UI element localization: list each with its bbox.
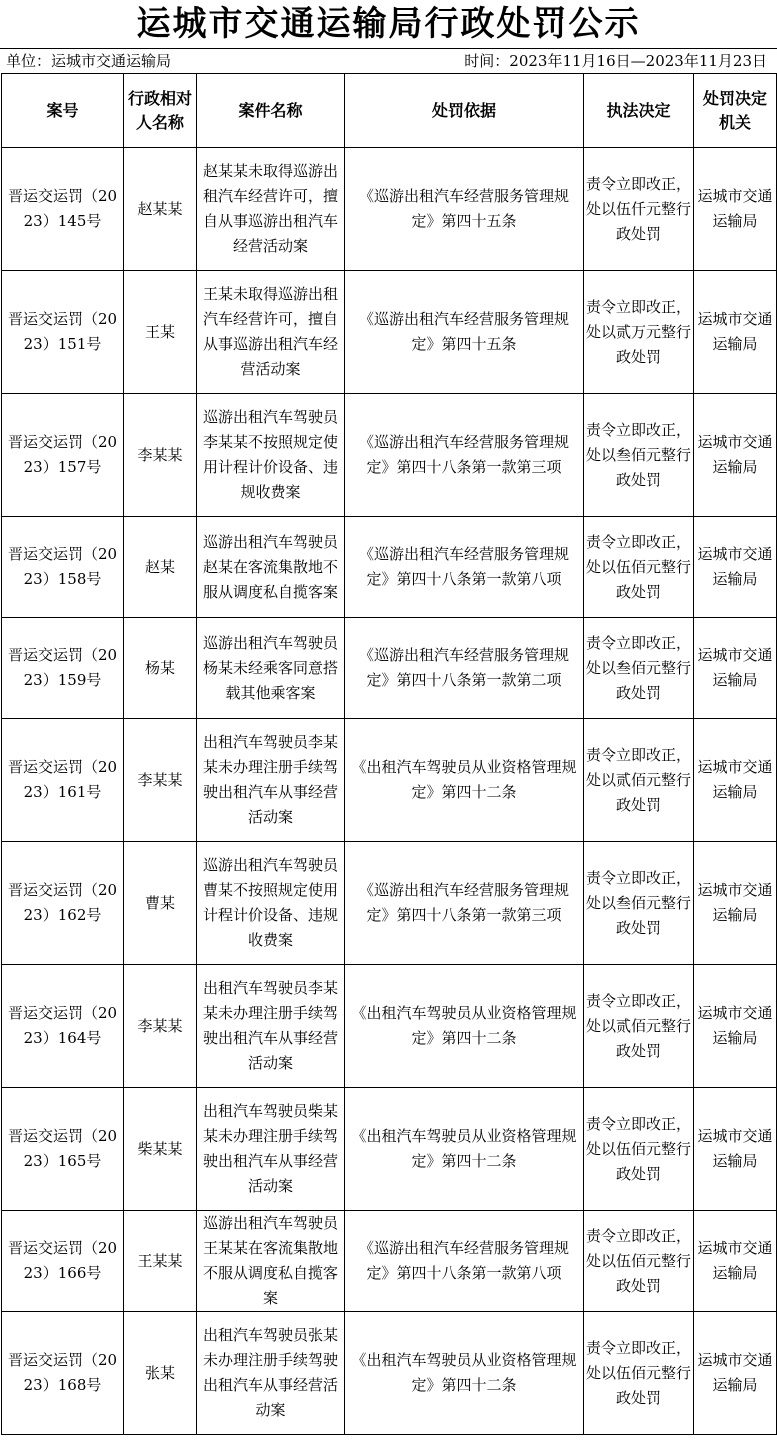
- case-no-cell: 晋运交运罚（2023）165号: [2, 1088, 124, 1211]
- table-row: [2, 618, 777, 719]
- decision-cell: 责令立即改正，处以伍佰元整行政处罚: [584, 517, 694, 618]
- header-party: 行政相对人名称: [124, 74, 197, 148]
- penalty-table: [1, 73, 777, 1435]
- table-header-row: [2, 74, 777, 148]
- party-cell: 赵某某: [124, 148, 197, 271]
- header-basis: 处罚依据: [345, 74, 584, 148]
- basis-cell: 《巡游出租汽车经营服务管理规定》第四十八条第一款第二项: [345, 618, 584, 719]
- case-no-cell: 晋运交运罚（2023）162号: [2, 842, 124, 965]
- table-row: [2, 965, 777, 1088]
- case-no-cell: 晋运交运罚（2023）159号: [2, 618, 124, 719]
- header-case-no: 案号: [2, 74, 124, 148]
- party-cell: 曹某: [124, 842, 197, 965]
- basis-cell: 《巡游出租汽车经营服务管理规定》第四十八条第一款第八项: [345, 517, 584, 618]
- case-no-cell: 晋运交运罚（2023）161号: [2, 719, 124, 842]
- basis-cell: 《巡游出租汽车经营服务管理规定》第四十八条第一款第三项: [345, 842, 584, 965]
- case-no-cell: 晋运交运罚（2023）158号: [2, 517, 124, 618]
- case-name-cell: 巡游出租汽车驾驶员杨某未经乘客同意搭载其他乘客案: [197, 618, 345, 719]
- decision-cell: 责令立即改正，处以贰佰元整行政处罚: [584, 965, 694, 1088]
- authority-cell: 运城市交通运输局: [694, 842, 777, 965]
- basis-cell: 《出租汽车驾驶员从业资格管理规定》第四十二条: [345, 719, 584, 842]
- table-row: [2, 842, 777, 965]
- table-row: [2, 148, 777, 271]
- table-row: [2, 517, 777, 618]
- case-no-cell: 晋运交运罚（2023）157号: [2, 394, 124, 517]
- party-cell: 柴某某: [124, 1088, 197, 1211]
- case-name-cell: 赵某某未取得巡游出租汽车经营许可，擅自从事巡游出租汽车经营活动案: [197, 148, 345, 271]
- basis-cell: 《巡游出租汽车经营服务管理规定》第四十八条第一款第三项: [345, 394, 584, 517]
- decision-cell: 责令立即改正，处以伍佰元整行政处罚: [584, 1312, 694, 1435]
- basis-cell: 《巡游出租汽车经营服务管理规定》第四十五条: [345, 148, 584, 271]
- authority-cell: 运城市交通运输局: [694, 394, 777, 517]
- case-name-cell: 巡游出租汽车驾驶员王某某在客流集散地不服从调度私自揽客案: [197, 1211, 345, 1312]
- header-decision: 执法决定: [584, 74, 694, 148]
- decision-cell: 责令立即改正，处以贰万元整行政处罚: [584, 271, 694, 394]
- period-label: 时间：2023年11月16日—2023年11月23日: [464, 52, 767, 70]
- case-name-cell: 巡游出租汽车驾驶员曹某不按照规定使用计程计价设备、违规收费案: [197, 842, 345, 965]
- case-name-cell: 出租汽车驾驶员李某某未办理注册手续驾驶出租汽车从事经营活动案: [197, 719, 345, 842]
- header-authority: 处罚决定机关: [694, 74, 777, 148]
- table-row: [2, 271, 777, 394]
- table-row: [2, 1312, 777, 1435]
- authority-cell: 运城市交通运输局: [694, 148, 777, 271]
- decision-cell: 责令立即改正，处以伍佰元整行政处罚: [584, 1211, 694, 1312]
- table-row: [2, 1211, 777, 1312]
- authority-cell: 运城市交通运输局: [694, 1312, 777, 1435]
- document-title: 运城市交通运输局行政处罚公示: [136, 4, 641, 44]
- meta-bar: [0, 48, 777, 73]
- authority-cell: 运城市交通运输局: [694, 965, 777, 1088]
- authority-cell: 运城市交通运输局: [694, 1211, 777, 1312]
- party-cell: 李某某: [124, 394, 197, 517]
- case-name-cell: 巡游出租汽车驾驶员赵某在客流集散地不服从调度私自揽客案: [197, 517, 345, 618]
- decision-cell: 责令立即改正，处以叁佰元整行政处罚: [584, 394, 694, 517]
- party-cell: 赵某: [124, 517, 197, 618]
- authority-cell: 运城市交通运输局: [694, 719, 777, 842]
- decision-cell: 责令立即改正，处以伍仟元整行政处罚: [584, 148, 694, 271]
- decision-cell: 责令立即改正，处以叁佰元整行政处罚: [584, 618, 694, 719]
- case-no-cell: 晋运交运罚（2023）168号: [2, 1312, 124, 1435]
- basis-cell: 《出租汽车驾驶员从业资格管理规定》第四十二条: [345, 1088, 584, 1211]
- party-cell: 杨某: [124, 618, 197, 719]
- table-row: [2, 1088, 777, 1211]
- basis-cell: 《出租汽车驾驶员从业资格管理规定》第四十二条: [345, 1312, 584, 1435]
- case-no-cell: 晋运交运罚（2023）151号: [2, 271, 124, 394]
- decision-cell: 责令立即改正，处以伍佰元整行政处罚: [584, 1088, 694, 1211]
- party-cell: 李某某: [124, 965, 197, 1088]
- case-no-cell: 晋运交运罚（2023）166号: [2, 1211, 124, 1312]
- party-cell: 王某: [124, 271, 197, 394]
- case-name-cell: 出租汽车驾驶员张某未办理注册手续驾驶出租汽车从事经营活动案: [197, 1312, 345, 1435]
- basis-cell: 《出租汽车驾驶员从业资格管理规定》第四十二条: [345, 965, 584, 1088]
- case-no-cell: 晋运交运罚（2023）145号: [2, 148, 124, 271]
- authority-cell: 运城市交通运输局: [694, 1088, 777, 1211]
- case-name-cell: 王某未取得巡游出租汽车经营许可，擅自从事巡游出租汽车经营活动案: [197, 271, 345, 394]
- party-cell: 王某某: [124, 1211, 197, 1312]
- authority-cell: 运城市交通运输局: [694, 618, 777, 719]
- case-name-cell: 巡游出租汽车驾驶员李某某不按照规定使用计程计价设备、违规收费案: [197, 394, 345, 517]
- party-cell: 李某某: [124, 719, 197, 842]
- decision-cell: 责令立即改正，处以叁佰元整行政处罚: [584, 842, 694, 965]
- case-name-cell: 出租汽车驾驶员柴某某未办理注册手续驾驶出租汽车从事经营活动案: [197, 1088, 345, 1211]
- basis-cell: 《巡游出租汽车经营服务管理规定》第四十五条: [345, 271, 584, 394]
- table-row: [2, 719, 777, 842]
- party-cell: 张某: [124, 1312, 197, 1435]
- decision-cell: 责令立即改正，处以贰佰元整行政处罚: [584, 719, 694, 842]
- case-no-cell: 晋运交运罚（2023）164号: [2, 965, 124, 1088]
- table-row: [2, 394, 777, 517]
- authority-cell: 运城市交通运输局: [694, 271, 777, 394]
- case-name-cell: 出租汽车驾驶员李某某未办理注册手续驾驶出租汽车从事经营活动案: [197, 965, 345, 1088]
- basis-cell: 《巡游出租汽车经营服务管理规定》第四十八条第一款第八项: [345, 1211, 584, 1312]
- header-case-name: 案件名称: [197, 74, 345, 148]
- authority-cell: 运城市交通运输局: [694, 517, 777, 618]
- unit-label: 单位：运城市交通运输局: [6, 52, 172, 70]
